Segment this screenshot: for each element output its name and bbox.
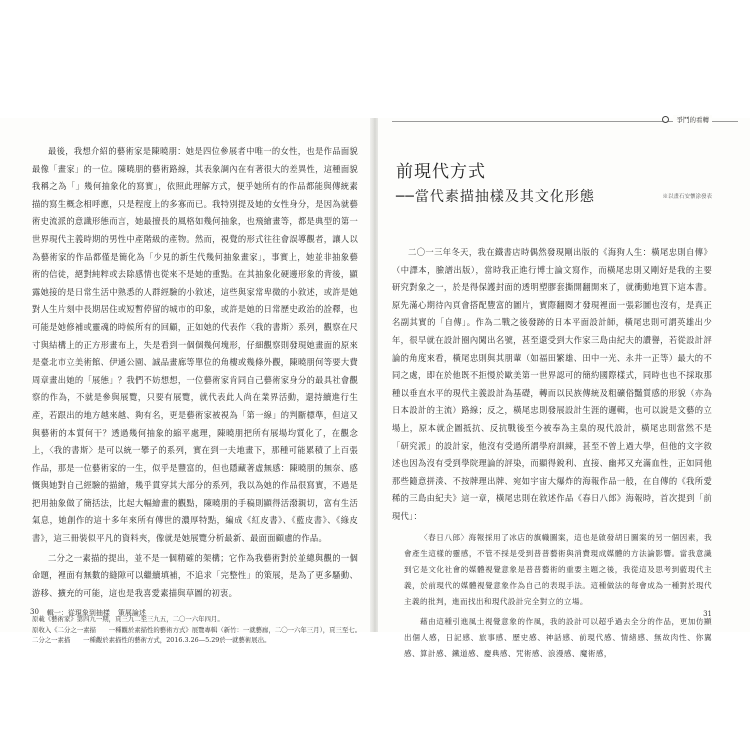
block-quote-1: 〈春日八郎〉海報採用了冰店的旗幟圖案，這也是啟發胡日圖案的另一個因素，我會產生這樣的靈感，不管不採是受到普普藝術與消費現成媒體的方法論影響。當我意識到它是文化社會的媒體視覺意象是普普藝術的重要主題之後，我從這及思考到藍現代主義，於前現代的媒體視覺意象作為自己的表現手法。這種做法的每會成為一種對於現代主義的批判，進而找出和現代設計完全對立的立場。 (404, 532, 712, 606)
left-paragraph-1: 最後，我想介紹的藝術家是陳曉朋：她是四位參展者中唯一的女性，也是作品面貌最像「畫家」的一位。陳曉朋的藝術路線，其表象調內在有著很大的差異性，這種面貌我稱之為「」幾何抽象化的寫實」，依照此理解方式，便乎她所有的作品都能與傳統素描的寫生概念相呼應，只是程度上的多寡而已。我特別提及她的女性身分，是因為就藝術史流派的意識形態而言，她最擅長的風格如幾何抽象，也飛繪畫等，都是典型的第一世界現代主義時期的男性中產階級的產物。然而，視覺的形式往往會誤導觀者，讓人以為藝術家的作品都僅是簡化為「少見的新生代幾何抽象畫家」，事實上，她並非抽象藝術的信徒，絕對純粹或去除感情也從來不是她的重點。在其抽象化硬邊形象的背後，顯露她接的是日常生活中熟悉的人群經驗的小敘述，這些與家常卑微的小敘述，或許是她對人生片刻中長期居住或短暫停留的城市的印象，或許是她的日常歷史政治的詮釋，也可能是她修補或靈魂的時候所有的回顧，正如她的代表作〈我的書斯〉系列，觀察在尺寸與結構上的正方形畫布上，失是看到一個個幾何塊形，仔細觀察則發現她畫面的原來是臺北市立美術館、伊通公園、誠品畫廊等單位的角樓或幾條外觀，陳曉朋何等要大費周章畫出她的「展態」？我們不妨想想，一位藝術家肯同自己藝術家身分的最具社會觀察的作為，不就是參與展覽，只要有展覽，就代表此人尚在業界活動，還持續進行生產，若跟出的地方越來越、夠有名，更是藝術家被視為「第一線」的判斷標準，但這又與藝術的本質何干？透過幾何抽象的縮平處理，陳曉朋把所有展場均質化了，在觀念上，〈我的書斯〉是可以統一攀子的系列，實在到一夫地畫下，那種可能累積了上百張作品，那是一位藝術家的一生，似乎是豐富的，但也隱藏著虛無感：陳曉朋的無奈、感慨與她對自己經驗的描繪，幾乎貫穿其大部分的系列，我以為她的作品很寫實，不過是把用抽象做了簡括法，比起大幅繪畫的觀點，陳曉朋的手稿則顯得活潑親切，富有生活氣息，她創作的這十多年來所有傳世的濃厚特點，編成《紅皮書》、《藍皮書》、《綠皮書》，這三冊裝似平凡的資料夾，像就是她展覽分析最新、最面面顧慮的作品。 (32, 146, 358, 544)
book-spread (0, 116, 750, 658)
source-note: 原收入《二分之一素描 一種觀於素描性的藝術方式》展覽專輯（新竹：一就藝廊，二〇一六年三月），頁三至七。 (32, 625, 362, 634)
series-label: 策展論述 (117, 609, 146, 617)
left-paragraph-2: 二分之一素描的提出，並不是一個精確的架構；它作為我藝術對於並總與觀的一個命題，裡面有無數的縫隙可以繼續填補，不追求「完整性」的策展，是為了更多騷動、游移、擴充的可能，這也是我喜愛素描與草圖的初衷。 (32, 552, 358, 598)
source-note: 二分之一素描 一種觀於素描性的藝術方式，2016.3.26—5.29於一就藝術展出。 (32, 636, 271, 645)
running-header (662, 115, 713, 124)
source-note: 原載《藝術家》第四九一期，頁三九二至三九五，二〇一六年四月。 (32, 615, 224, 624)
article-title: 前現代方式 (396, 162, 486, 182)
page-number: 31 (703, 610, 712, 618)
article-subtitle: ──當代素描抽樣及其文化形態 (396, 189, 595, 205)
page-number: 30 (30, 608, 39, 616)
block-quote-2: 藉由這種引進風土視覺意象的作風，我的設計可以超乎過去全分的作品，更加仿顯出個人感，日記感、旅事感、歷史感、神話感、前現代感、情緒感、無故肉性、你翼感、算計感、鐵道感、慶典感、咒術感、浪漫感、魔術感， (404, 616, 712, 658)
running-header-label: 爭鬥的看轉 (673, 115, 713, 124)
right-paragraph-1: 二〇一三年冬天，我在鐵書店時偶然發現剛出版的《海狗人生：橫尾忠則自傳》（中譯本，臉譜出版），當時我正進行博士論文寫作，而橫尾忠則又剛好是我的主要研究對象之一，於是得保護封面的透明塑膠套撕開翻開來了，就衝動地買下這本書。原先滿心期待內頁會搭配豐富的圖片，實際翻閱才發現裡面一張彩圖也沒有，是真正名副其實的「自傳」。作為二戰之後發跡的日本平面設計師，橫尾忠則可謂英雄出少年，很早就在設計圈內闖出名號，甚至還受到大作家三島由紀夫的讚譽，若從設計評論的角度來看，橫尾忠則與其朋輩（如福田繁雄、田中一光、永井一正等）最大的不同之處，即在於他既不拒慢於歐美第一世界認可的簡約國際樣式，同時也也不採取那種以垂直水平的現代主義設計為基礎，轉而以民族傳統及粗礦俗豔質感的形貌（亦為日本設計的主流）路線；反之，橫尾忠則發展設計生涯的邏輯，也可以說是文藝的立場上，原本就企圖抵抗、反抗戰後至今被奉為主臬的現代設計，橫尾忠則當然不是「研究派」的設計家，他沒有受過所謂學府訓練，甚至不曾上過大學，但他的文字敘述也因為沒有受到學院理論的評染，而顯得銳利、直接、幽邦又充滿血性，正如同他那些隨意拼湊、不按牌理出牌、宛如宇宙大爆炸的海報作品一般，在自傳的《我所愛稀的三島由紀夫》這一章，橫尾忠則在敘述作品《春日八郎》海報時，首次提到「前現代」： (392, 247, 712, 521)
source-notes (32, 614, 362, 646)
left-footer (30, 608, 146, 618)
right-page (378, 116, 750, 658)
left-page (0, 118, 372, 645)
image-credit: ※以畫石安懷涂發表 (662, 194, 712, 200)
chapter-label: 輯一：從現象到抽樣 (46, 609, 110, 617)
circle-icon (662, 116, 669, 123)
